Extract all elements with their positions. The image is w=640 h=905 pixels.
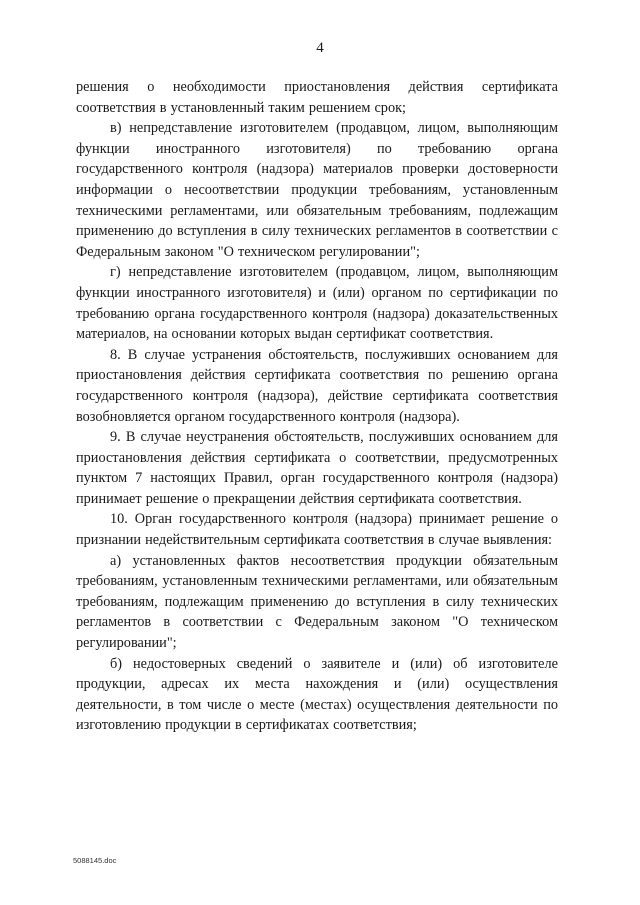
paragraph-item-v: в) непредставление изготовителем (продавцом, лицом, выполняющим функции иностранного изготовителя) по требованию органа государственного контроля (надзора) материалов проверки достоверности информации о несоответствии продукции требованиям, установленным техническими регламентами, или обязательным требованиям, подлежащим применению до вступления в силу технических регламентов в соответствии с Федеральным законом "О техническом регулировании"; (76, 120, 558, 260)
paragraph-continuation: решения о необходимости приостановления действия сертификата соответствия в установленный таким решением срок; (76, 79, 558, 116)
page-number: 4 (316, 40, 324, 56)
paragraph-clause-8: 8. В случае устранения обстоятельств, послуживших основанием для приостановления действия сертификата соответствия по решению органа государственного контроля (надзора), действие сертификата соответствия возобновляется органом государственного контроля (надзора). (76, 346, 558, 425)
document-body (76, 77, 558, 736)
paragraph-item-b: б) недостоверных сведений о заявителе и (или) об изготовителе продукции, адресах их места нахождения и (или) осуществления деятельности, в том числе о месте (местах) осуществления деятельности по изготовлению продукции в сертификатах соответствия; (76, 655, 558, 734)
footer-file-code: 5088145.doc (73, 856, 117, 865)
paragraph-item-a: а) установленных фактов несоответствия продукции обязательным требованиям, установленным техническими регламентами, или обязательным требованиям, подлежащим применению до вступления в силу технических регламентов в соответствии с Федеральным законом "О техническом регулировании"; (76, 552, 558, 652)
paragraph-item-g: г) непредставление изготовителем (продавцом, лицом, выполняющим функции иностранного изготовителя) и (или) органом по сертификации по требованию органа государственного контроля (надзора) доказательственных материалов, на основании которых выдан сертификат соответствия. (76, 264, 558, 343)
paragraph-clause-9: 9. В случае неустранения обстоятельств, послуживших основанием для приостановления действия сертификата о соответствии, предусмотренных пунктом 7 настоящих Правил, орган государственного контроля (надзора) принимает решение о прекращении действия сертификата соответствия. (76, 429, 558, 507)
paragraph-clause-10: 10. Орган государственного контроля (надзора) принимает решение о признании недействительным сертификата соответствия в случае выявления: (76, 511, 558, 549)
